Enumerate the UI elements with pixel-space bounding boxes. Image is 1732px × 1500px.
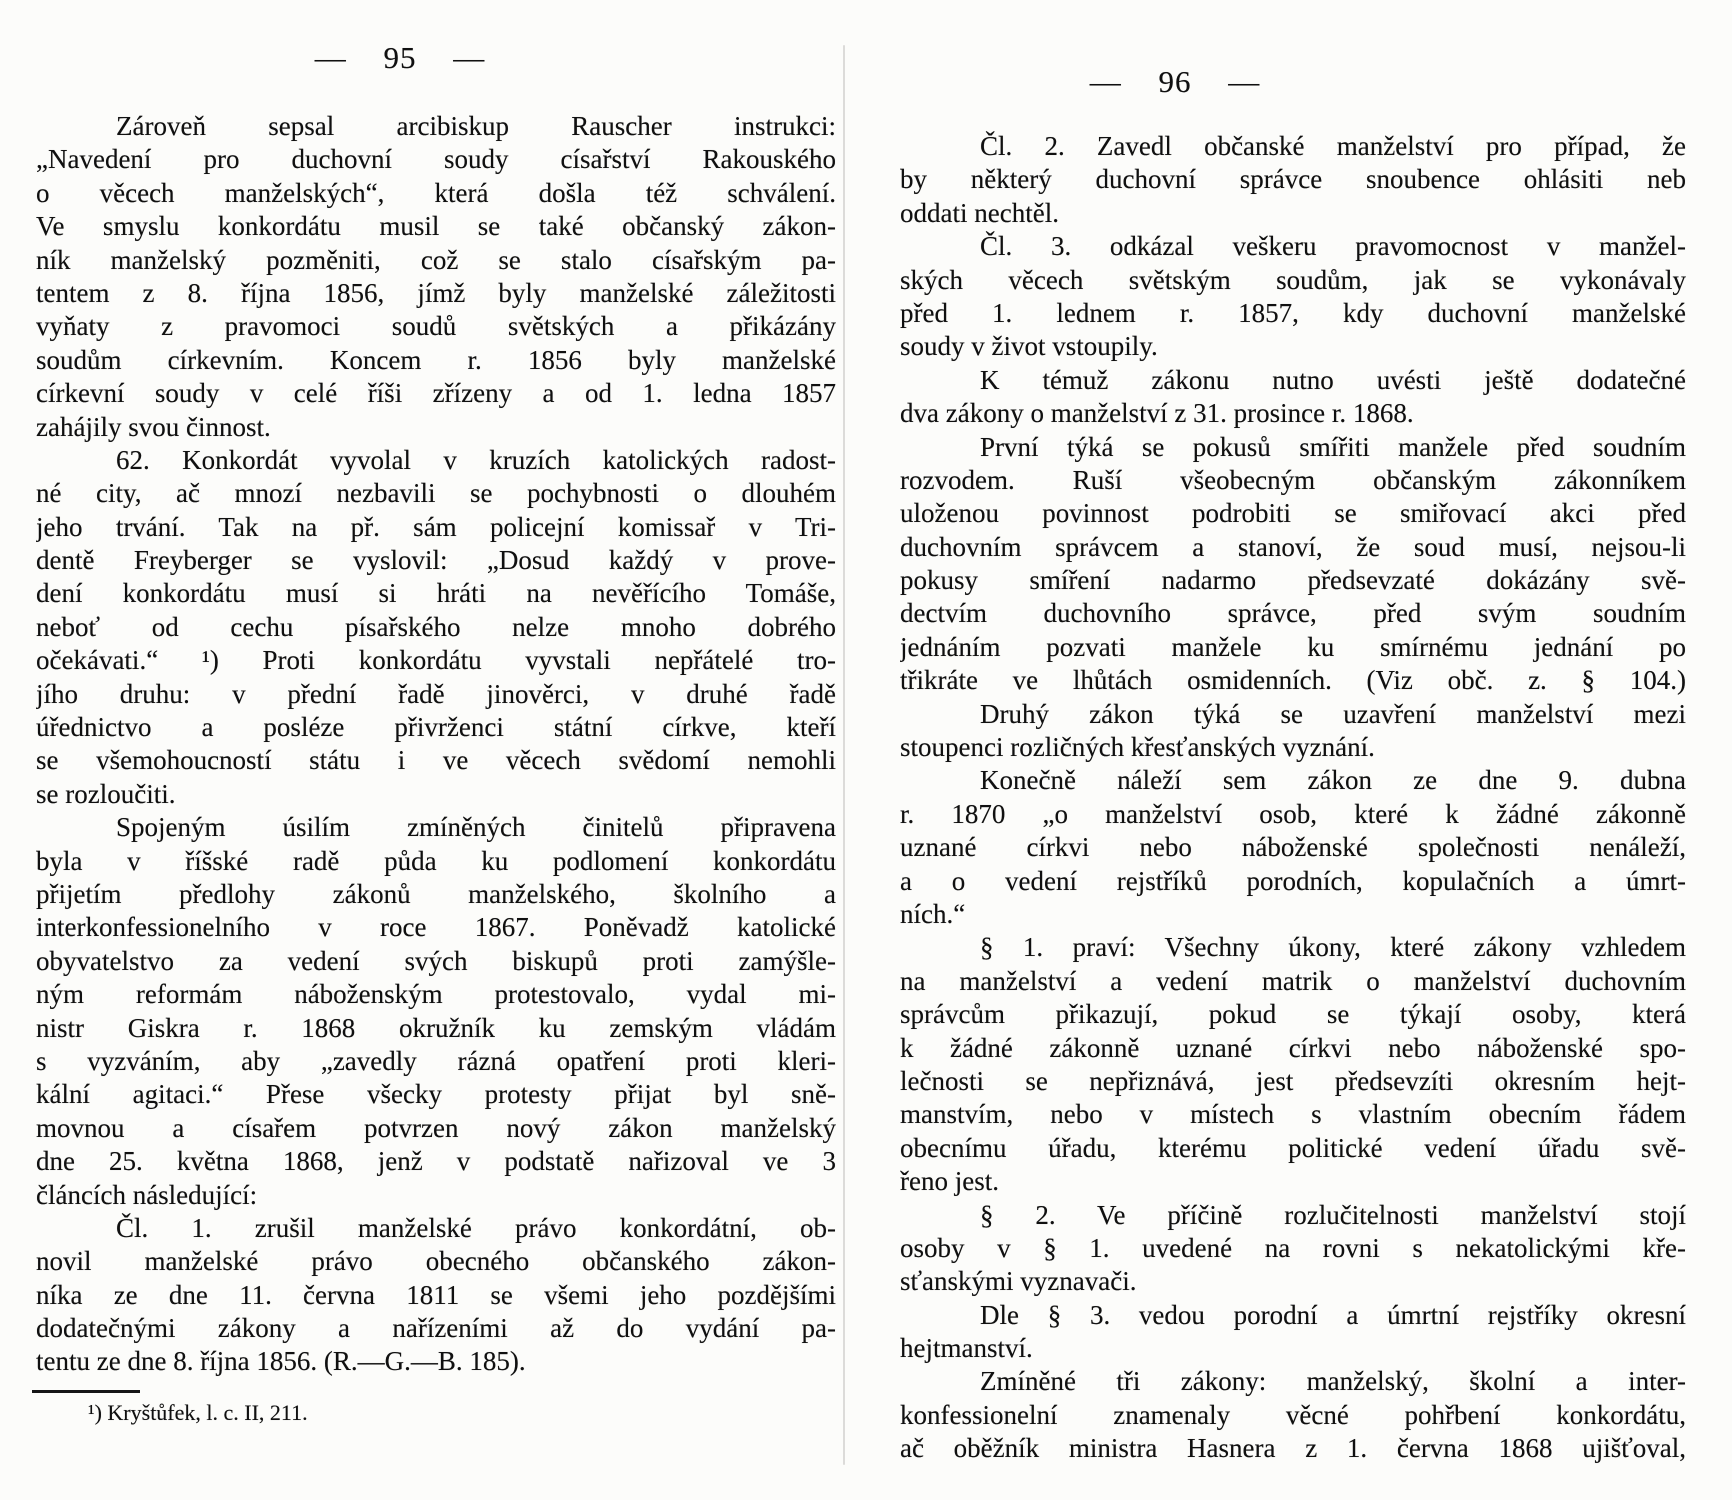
text-line: uznané církvi nebo náboženské společnosti nenáleží,: [900, 832, 1686, 863]
text-line: s vyzváním, aby „zavedly rázná opatření proti kleri-: [36, 1045, 836, 1076]
text-line: interkonfessionelního v roce 1867. Poněvadž katolické: [36, 912, 836, 943]
text-line: očekávati.“ ¹) Proti konkordátu vyvstali nepřátelé tro-: [36, 645, 836, 676]
paragraph: [36, 1212, 836, 1379]
paragraph: [36, 110, 836, 444]
paragraph: [36, 444, 836, 811]
paragraph: [900, 931, 1686, 1198]
text-line: před 1. lednem r. 1857, kdy duchovní manželské: [900, 297, 1686, 328]
text-line: kální agitaci.“ Přese všecky protesty přijat byl sně-: [36, 1079, 836, 1110]
text-line: dodatečnými zákony a nařízeními až do vydání pa-: [36, 1313, 836, 1344]
text-line: správcům přikazují, pokud se týkají osoby, která: [900, 999, 1686, 1030]
page-gutter-line: [843, 45, 845, 1465]
text-line: se všemohoucností státu i ve věcech svědomí nemohli: [36, 745, 836, 776]
text-line: ník manželský pozměniti, což se stalo císařským pa-: [36, 244, 836, 275]
text-line: dva zákony o manželství z 31. prosince r. 1868.: [900, 398, 1414, 429]
text-line: tentu ze dne 8. října 1856. (R.—G.—B. 185).: [36, 1346, 526, 1377]
text-line: ských věcech světským soudům, jak se vykonávaly: [900, 264, 1686, 295]
text-line: Druhý zákon týká se uzavření manželství mezi: [980, 698, 1686, 729]
text-line: né city, ač mnozí nezbavili se pochybnosti o dlouhém: [36, 478, 836, 509]
text-line: obyvatelstvo za vedení svých biskupů proti zamýšle-: [36, 945, 836, 976]
text-line: Ve smyslu konkordátu musil se také občanský zákon-: [36, 211, 836, 242]
text-column-95: [36, 110, 836, 1379]
text-line: lečnosti se nepřiznává, jest předsevzíti okresním hejt-: [900, 1065, 1686, 1096]
text-line: by některý duchovní správce snoubence ohlásiti neb: [900, 164, 1686, 195]
text-line: neboť od cechu písařského nelze mnoho dobrého: [36, 611, 836, 642]
text-line: r. 1870 „o manželství osob, které k žádné zákonně: [900, 798, 1686, 829]
text-line: Zmíněné tři zákony: manželský, školní a inter-: [980, 1366, 1686, 1397]
text-line: Spojeným úsilím zmíněných činitelů připravena: [116, 812, 836, 843]
paragraph: [900, 130, 1686, 230]
text-line: osoby v § 1. uvedené na rovni s nekatolickými kře-: [900, 1232, 1686, 1263]
text-line: níka ze dne 11. června 1811 se všemi jeho pozdějšími: [36, 1279, 836, 1310]
paragraph: [900, 230, 1686, 364]
text-line: jeho trvání. Tak na př. sám policejní komissař v Tri-: [36, 511, 836, 542]
page-number-95: — 95 —: [314, 40, 486, 75]
text-line: hejtmanství.: [900, 1333, 1033, 1364]
text-line: jího druhu: v přední řadě jinověrci, v druhé řadě: [36, 678, 836, 709]
paragraph: [900, 1299, 1686, 1366]
text-line: přijetím předlohy zákonů manželského, školního a: [36, 878, 836, 909]
text-line: ač oběžník ministra Hasnera z 1. června 1868 ujišťoval,: [900, 1433, 1686, 1464]
text-line: § 1. praví: Všechny úkony, které zákony vzhledem: [980, 932, 1686, 963]
text-line: byla v říšské radě půda ku podlomení konkordátu: [36, 845, 836, 876]
paragraph: [900, 1365, 1686, 1465]
paragraph: [900, 698, 1686, 765]
text-line: jednáním pozvati manžele ku smírnému jednání po: [900, 631, 1686, 662]
text-line: o věcech manželských“, která došla též schválení.: [36, 177, 836, 208]
text-line: Konečně náleží sem zákon ze dne 9. dubna: [980, 765, 1686, 796]
text-line: se rozloučiti.: [36, 778, 176, 809]
text-line: K témuž zákonu nutno uvésti ještě dodatečné: [980, 364, 1686, 395]
text-line: ních.“: [900, 898, 966, 929]
text-line: „Navedení pro duchovní soudy císařství Rakouského: [36, 144, 836, 175]
text-line: obecnímu úřadu, kterému politické vedení úřadu svě-: [900, 1132, 1686, 1163]
text-line: Čl. 2. Zavedl občanské manželství pro případ, že: [980, 131, 1686, 161]
text-line: § 2. Ve příčině rozlučitelnosti manželství stojí: [980, 1199, 1686, 1230]
paragraph: [900, 764, 1686, 931]
footnote: ¹) Kryštůfek, l. c. II, 211.: [88, 1400, 308, 1425]
text-line: dne 25. května 1868, jenž v podstatě nařizoval ve 3: [36, 1146, 836, 1177]
text-line: Čl. 3. odkázal veškeru pravomocnost v manžel-: [980, 231, 1686, 262]
footnote-rule: [32, 1390, 140, 1393]
text-line: k žádné zákonně uznané církvi nebo náboženské spo-: [900, 1032, 1686, 1063]
text-line: třikráte ve lhůtách osmidenních. (Viz obč. z. § 104.): [900, 665, 1686, 696]
paragraph: [900, 1199, 1686, 1299]
text-line: článcích následující:: [36, 1179, 258, 1210]
text-line: novil manželské právo obecného občanského zákon-: [36, 1246, 836, 1277]
text-line: vyňaty z pravomoci soudů světských a přikázány: [36, 311, 836, 342]
text-line: dentě Freyberger se vyslovil: „Dosud každý v prove-: [36, 545, 836, 576]
text-line: Čl. 1. zrušil manželské právo konkordátní, ob-: [116, 1212, 836, 1243]
text-line: rozvodem. Ruší všeobecným občanským zákonníkem: [900, 464, 1686, 495]
text-line: Dle § 3. vedou porodní a úmrtní rejstříky okresní: [980, 1299, 1686, 1330]
paragraph: [900, 431, 1686, 698]
text-line: 62. Konkordát vyvolal v kruzích katolických radost-: [116, 444, 836, 475]
text-line: První týká se pokusů smířiti manžele před soudním: [980, 431, 1686, 462]
text-line: pokusy smíření nadarmo předsevzaté dokázány svě-: [900, 565, 1686, 596]
text-line: na manželství a vedení matrik o manželství duchovním: [900, 965, 1686, 996]
text-line: oddati nechtěl.: [900, 197, 1059, 228]
text-column-96: [900, 130, 1686, 1466]
text-line: církevní soudy v celé říši zřízeny a od 1. ledna 1857: [36, 378, 836, 409]
text-line: sťanskými vyznavači.: [900, 1266, 1137, 1297]
text-line: zahájily svou činnost.: [36, 411, 271, 442]
text-line: soudům církevním. Koncem r. 1856 byly manželské: [36, 344, 836, 375]
text-line: nistr Giskra r. 1868 okružník ku zemským vládám: [36, 1012, 836, 1043]
text-line: konfessionelní znamenaly věcné pohřbení konkordátu,: [900, 1399, 1686, 1430]
page-number-96: — 96 —: [1089, 64, 1261, 99]
text-line: Zároveň sepsal arcibiskup Rauscher instrukci:: [116, 111, 836, 141]
text-line: soudy v život vstoupily.: [900, 331, 1158, 362]
text-line: tentem z 8. října 1856, jímž byly manželské záležitosti: [36, 277, 836, 308]
text-line: manstvím, nebo v místech s vlastním obecním řádem: [900, 1099, 1686, 1130]
text-line: uloženou povinnost podrobiti se smiřovací akci před: [900, 498, 1686, 529]
text-line: duchovním správcem a stanoví, že soud musí, nejsou-li: [900, 531, 1686, 562]
text-line: a o vedení rejstříků porodních, kopulačních a úmrt-: [900, 865, 1686, 896]
paragraph: [900, 364, 1686, 431]
text-line: dení konkordátu musí si hráti na nevěřícího Tomáše,: [36, 578, 836, 609]
text-line: úřednictvo a posléze přivrženci státní církve, kteří: [36, 712, 836, 743]
text-line: dectvím duchovního správce, před svým soudním: [900, 598, 1686, 629]
paragraph: [36, 811, 836, 1212]
text-line: movnou a císařem potvrzen nový zákon manželský: [36, 1112, 836, 1143]
text-line: řeno jest.: [900, 1166, 999, 1197]
text-line: ným reformám náboženským protestovalo, vydal mi-: [36, 979, 836, 1010]
text-line: stoupenci rozličných křesťanských vyznání.: [900, 732, 1375, 763]
